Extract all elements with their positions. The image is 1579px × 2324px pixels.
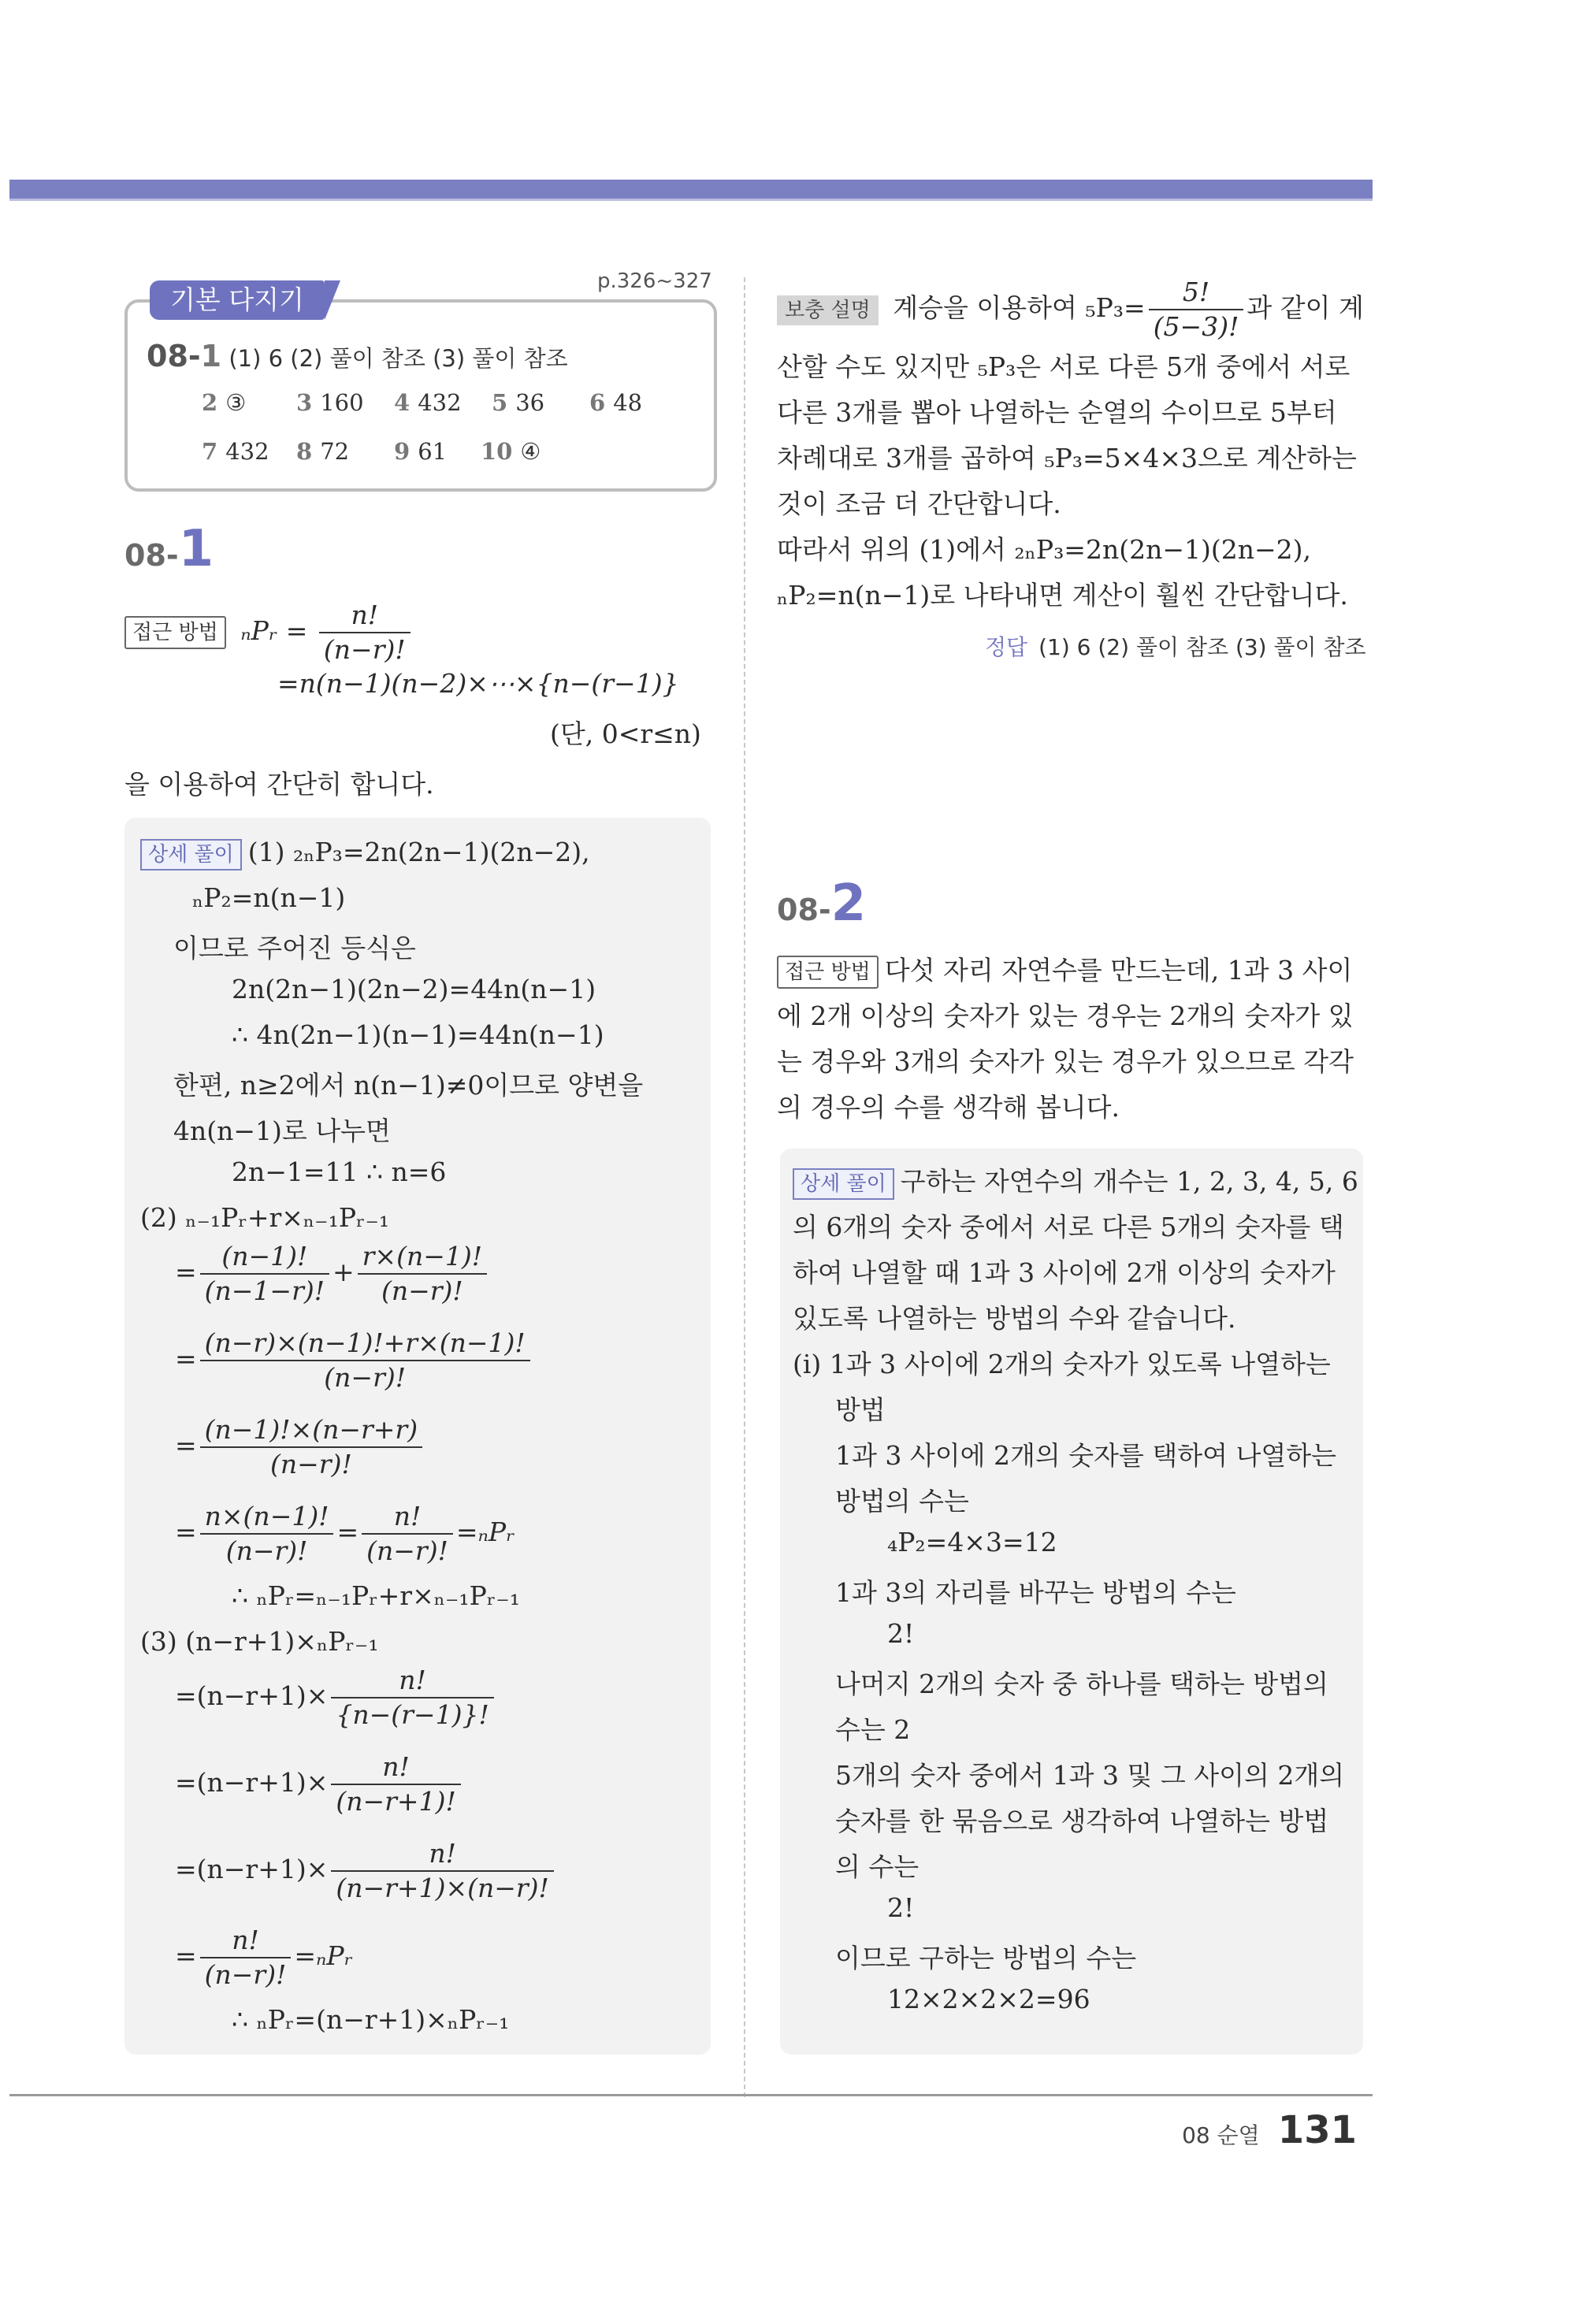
page-number: 131 xyxy=(1277,2108,1357,2152)
detail-fraction-line: =(n−r+1)× $\frac{n!}{(n-r+1)!}$ xyxy=(175,1750,464,1818)
top-band-underline xyxy=(9,199,1373,201)
detail-line: 상세 풀이 구하는 자연수의 개수는 1, 2, 3, 4, 5, 6 xyxy=(793,1161,1358,1200)
approach-line: (단, 0<r≤n) xyxy=(550,718,701,749)
footer-rule xyxy=(9,2094,1373,2096)
note-first-line: 보충 설명 계승을 이용하여 ₅P₃= $\frac{5!}{(5-3)!}$ 과 같이 계 xyxy=(777,276,1364,343)
detail-line: (i) 1과 3 사이에 2개의 숫자가 있도록 나열하는 xyxy=(793,1349,1331,1379)
detail-fraction-line: = $\frac{(n-1)!}{(n-1-r)!}$ + $\frac{r\times(n-1)!}{(n-r)!}$ xyxy=(175,1240,490,1308)
summary-tab: 기본 다지기 xyxy=(150,280,325,320)
detail-badge: 상세 풀이 xyxy=(140,839,242,871)
summary-answer: 4 432 xyxy=(394,389,462,416)
summary-answer: 2 ③ xyxy=(202,389,247,416)
approach-badge: 접근 방법 xyxy=(124,616,226,649)
approach-line: 의 경우의 수를 생각해 봅니다. xyxy=(777,1092,1120,1123)
note-answer: 정답 (1) 6 (2) 풀이 참조 (3) 풀이 참조 xyxy=(985,634,1366,660)
summary-row-1 xyxy=(147,339,568,373)
detail-line: 12×2×2×2=96 xyxy=(887,1984,1090,2014)
detail-line: 의 수는 xyxy=(835,1851,920,1882)
detail-line: 숫자를 한 묶음으로 생각하여 나열하는 방법 xyxy=(835,1806,1329,1836)
detail-fraction-line: =(n−r+1)× $\frac{n!}{\{n-(r-1)\}!}$ xyxy=(175,1664,497,1732)
summary-answer: 10 ④ xyxy=(481,438,541,465)
approach-line: =n(n−1)(n−2)×⋯×{n−(r−1)} xyxy=(277,668,679,699)
detail-line: (3) (n−r+1)×ₙPᵣ₋₁ xyxy=(140,1626,379,1657)
detail-line: ₙP₂=n(n−1) xyxy=(192,882,346,913)
note-line: 산할 수도 있지만 ₅P₃은 서로 다른 5개 중에서 서로 xyxy=(777,351,1351,382)
approach-line: 을 이용하여 간단히 합니다. xyxy=(124,769,434,800)
approach-formula: 접근 방법 ₙPᵣ = $\frac{n!}{(n-r)!}$ xyxy=(124,599,414,666)
detail-badge: 상세 풀이 xyxy=(793,1168,894,1200)
detail-line: 의 6개의 숫자 중에서 서로 다른 5개의 숫자를 택 xyxy=(793,1212,1344,1242)
detail-line: 한편, n≥2에서 n(n−1)≠0이므로 양변을 xyxy=(173,1070,644,1101)
approach-line: 는 경우와 3개의 숫자가 있는 경우가 있으므로 각각 xyxy=(777,1046,1354,1077)
detail-fraction-line: = $\frac{(n-r)\times(n-1)!+r\times(n-1)!}{(n-r)!}$ xyxy=(175,1327,533,1394)
approach-badge: 접근 방법 xyxy=(777,956,879,989)
summary-row-label: 08- xyxy=(147,339,201,373)
detail-line: 4n(n−1)로 나누면 xyxy=(173,1116,391,1146)
summary-answer: 8 72 xyxy=(296,438,350,465)
detail-fraction-line: =(n−r+1)× $\frac{n!}{(n-r+1)\times(n-r)!}$ xyxy=(175,1837,557,1905)
section-heading-1: 08-1 xyxy=(124,520,214,578)
column-divider xyxy=(744,277,745,2097)
top-band xyxy=(9,180,1373,199)
detail-line: 2n−1=11 ∴ n=6 xyxy=(232,1156,447,1187)
detail-line: 이므로 구하는 방법의 수는 xyxy=(835,1943,1137,1973)
note-line: 차례대로 3개를 곱하여 ₅P₃=5×4×3으로 계산하는 xyxy=(777,443,1357,473)
detail-line: 2n(2n−1)(2n−2)=44n(n−1) xyxy=(232,974,596,1004)
summary-row-num: 1 xyxy=(200,339,222,373)
detail-line: ₄P₂=4×3=12 xyxy=(887,1527,1057,1557)
note-line: ₙP₂=n(n−1)로 나타내면 계산이 훨씬 간단합니다. xyxy=(777,580,1348,611)
note-line: 다른 3개를 뽑아 나열하는 순열의 수이므로 5부터 xyxy=(777,397,1337,428)
summary-row-text: (1) 6 (2) 풀이 참조 (3) 풀이 참조 xyxy=(228,345,568,372)
detail-line: 5개의 숫자 중에서 1과 3 및 그 사이의 2개의 xyxy=(835,1760,1345,1791)
summary-answer: 7 432 xyxy=(202,438,269,465)
detail-line: 1과 3 사이에 2개의 숫자를 택하여 나열하는 xyxy=(835,1440,1336,1471)
detail-line: 2! xyxy=(887,1618,915,1649)
detail-fraction-line: = $\frac{n!}{(n-r)!}$ =ₙPᵣ xyxy=(175,1925,354,1990)
summary-answer: 6 48 xyxy=(589,389,643,416)
approach-line: 에 2개 이상의 숫자가 있는 경우는 2개의 숫자가 있 xyxy=(777,1001,1354,1031)
page-footer xyxy=(1182,2108,1357,2152)
note-badge: 보충 설명 xyxy=(777,295,879,325)
detail-line: 수는 2 xyxy=(835,1714,911,1745)
note-line: 따라서 위의 (1)에서 ₂ₙP₃=2n(2n−1)(2n−2), xyxy=(777,534,1311,565)
detail-fraction-line: = $\frac{n\times(n-1)!}{(n-r)!}$ = $\frac{n!}{(n-r)!}$ =ₙPᵣ xyxy=(175,1501,515,1566)
detail-line: 이므로 주어진 등식은 xyxy=(173,933,416,963)
detail-line: 2! xyxy=(887,1892,915,1923)
summary-answer: 9 61 xyxy=(394,438,448,465)
chapter-label: 08 순열 xyxy=(1182,2122,1260,2148)
detail-line: ∴ ₙPᵣ=ₙ₋₁Pᵣ+r×ₙ₋₁Pᵣ₋₁ xyxy=(232,1580,520,1611)
detail-fraction-line: = $\frac{(n-1)!\times(n-r+r)}{(n-r)!}$ xyxy=(175,1413,425,1481)
detail-line: 방법 xyxy=(835,1394,886,1425)
detail-line: 나머지 2개의 숫자 중 하나를 택하는 방법의 xyxy=(835,1669,1328,1699)
detail-line: 있도록 나열하는 방법의 수와 같습니다. xyxy=(793,1303,1236,1334)
summary-answer: 5 36 xyxy=(492,389,545,416)
detail-line: 상세 풀이 (1) ₂ₙP₃=2n(2n−1)(2n−2), xyxy=(140,837,590,871)
approach-line: 접근 방법 다섯 자리 자연수를 만드는데, 1과 3 사이 xyxy=(777,950,1352,989)
detail-line: 방법의 수는 xyxy=(835,1486,969,1517)
detail-line: 하여 나열할 때 1과 3 사이에 2개 이상의 숫자가 xyxy=(793,1257,1336,1288)
note-line: 것이 조금 더 간단합니다. xyxy=(777,488,1061,519)
detail-line: ∴ 4n(2n−1)(n−1)=44n(n−1) xyxy=(232,1019,604,1050)
detail-line: 1과 3의 자리를 바꾸는 방법의 수는 xyxy=(835,1577,1236,1608)
summary-answer: 3 160 xyxy=(296,389,364,416)
detail-line: ∴ ₙPᵣ=(n−r+1)×ₙPᵣ₋₁ xyxy=(232,2004,510,2035)
page-ref: p.326~327 xyxy=(597,269,712,293)
detail-line: (2) ₙ₋₁Pᵣ+r×ₙ₋₁Pᵣ₋₁ xyxy=(140,1202,390,1233)
section-heading-2: 08-2 xyxy=(777,874,867,933)
